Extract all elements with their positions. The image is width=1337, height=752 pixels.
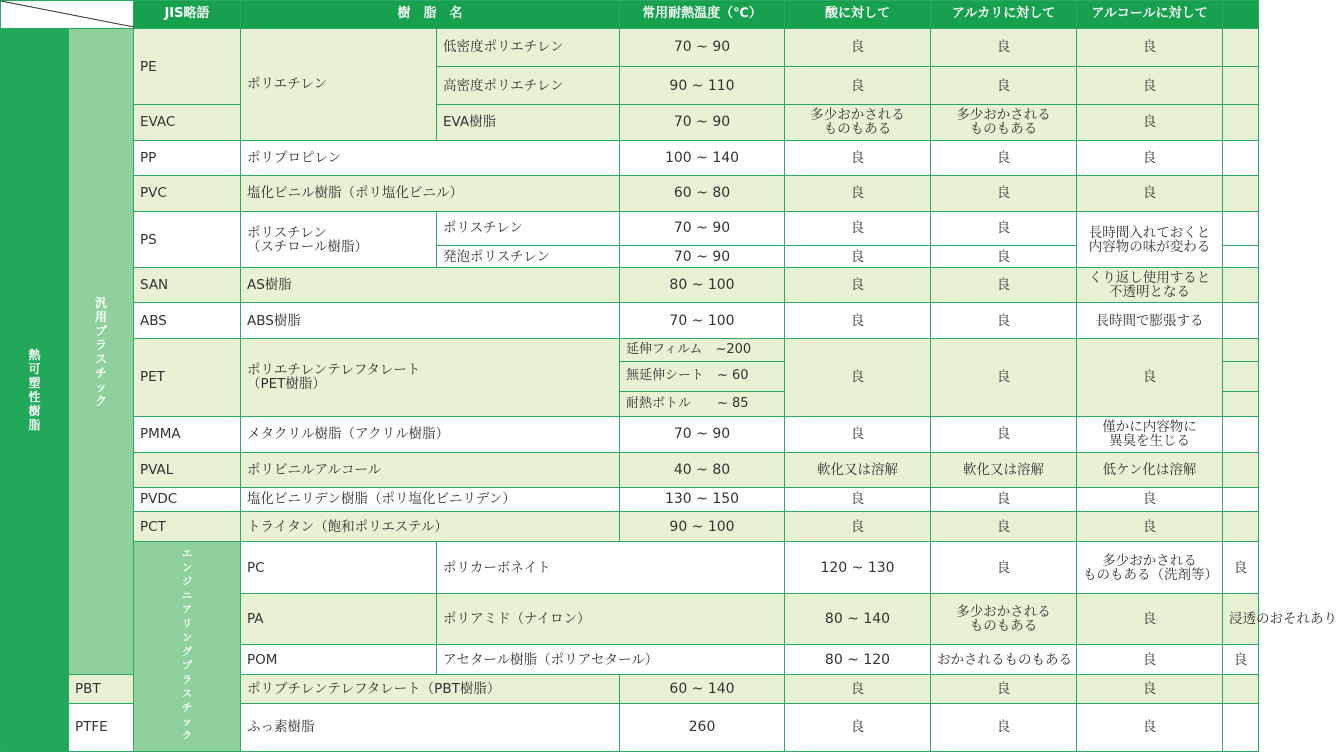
table-row	[1, 487, 1259, 512]
table-row	[1, 417, 1259, 452]
jis-cell: SAN	[134, 268, 241, 303]
extra-cell	[1223, 452, 1259, 487]
temp-cell: 60 ~ 80	[620, 175, 785, 211]
header-acid: 酸に対して	[785, 1, 931, 29]
jis-cell: POM	[241, 645, 437, 675]
jis-cell: ABS	[134, 303, 241, 338]
temp-cell: 70 ~ 90	[620, 28, 785, 66]
temp-cell: 耐熱ボトル ~ 85	[620, 391, 785, 417]
resin-name-cell: ポリブチレンテレフタレート（PBT樹脂）	[241, 675, 620, 703]
table-row	[1, 268, 1259, 303]
extra-cell	[1223, 67, 1259, 105]
resin-name-cell: ポリアミド（ナイロン）	[437, 594, 785, 645]
acid-cell: 良	[931, 541, 1077, 593]
resin-name-cell: ポリエチレンテレフタレート （PET樹脂）	[241, 338, 620, 417]
alcohol-cell: 良	[1077, 67, 1223, 105]
header-temp: 常用耐熱温度（℃）	[620, 1, 785, 29]
temp-cell: 70 ~ 90	[620, 211, 785, 245]
category-engineering: エンジニアリングプラスチック	[134, 541, 241, 751]
extra-cell	[1223, 391, 1259, 417]
table-row	[1, 105, 1259, 140]
table-row	[1, 452, 1259, 487]
acid-cell: 良	[785, 28, 931, 66]
acid-cell: 良	[785, 675, 931, 703]
extra-cell	[1223, 28, 1259, 66]
alkali-cell: 良	[931, 175, 1077, 211]
temp-cell: 100 ~ 140	[620, 140, 785, 175]
resin-name-cell: ABS樹脂	[241, 303, 620, 338]
jis-cell: PVC	[134, 175, 241, 211]
resin-name-cell: ポリスチレン （スチロール樹脂）	[241, 211, 437, 267]
temp-cell: 120 ~ 130	[785, 541, 931, 593]
temp-cell: 70 ~ 90	[620, 105, 785, 140]
table-row	[1, 303, 1259, 338]
jis-cell: PET	[134, 338, 241, 417]
acid-cell: 良	[785, 140, 931, 175]
alcohol-cell: くり返し使用すると 不透明となる	[1077, 268, 1223, 303]
alcohol-cell: 長時間入れておくと 内容物の味が変わる	[1077, 211, 1223, 267]
alkali-cell: 良	[1077, 594, 1223, 645]
jis-cell: PCT	[134, 512, 241, 542]
acid-cell: 軟化又は溶解	[785, 452, 931, 487]
extra-cell	[1223, 362, 1259, 392]
extra-cell	[1223, 245, 1259, 267]
alcohol-cell: 良	[1077, 338, 1223, 417]
alcohol-cell: 良	[1077, 703, 1223, 751]
alcohol-cell: 良	[1077, 675, 1223, 703]
extra-cell	[1223, 417, 1259, 452]
temp-cell: 延伸フィルム ~200	[620, 338, 785, 361]
resin-name-cell: トライタン（飽和ポリエステル）	[241, 512, 620, 542]
alcohol-cell: 僅かに内容物に 異臭を生じる	[1077, 417, 1223, 452]
extra-cell	[1223, 303, 1259, 338]
table-row	[1, 338, 1259, 361]
acid-cell: 良	[785, 338, 931, 417]
temp-cell: 70 ~ 100	[620, 303, 785, 338]
alcohol-cell: 良	[1223, 541, 1259, 593]
diagonal-line	[1, 1, 134, 27]
acid-cell: 良	[785, 175, 931, 211]
acid-cell: 多少おかされる ものもある	[931, 594, 1077, 645]
alkali-cell: 良	[931, 303, 1077, 338]
alcohol-cell: 長時間で膨張する	[1077, 303, 1223, 338]
alkali-cell: 良	[931, 703, 1077, 751]
alkali-cell: 多少おかされる ものもある（洗剤等）	[1077, 541, 1223, 593]
resin-subname-cell: ポリスチレン	[437, 211, 620, 245]
extra-cell	[1223, 675, 1259, 703]
jis-cell: PS	[134, 211, 241, 267]
temp-cell: 60 ~ 140	[620, 675, 785, 703]
alkali-cell: 良	[931, 338, 1077, 417]
resin-name-cell: ポリビニルアルコール	[241, 452, 620, 487]
category-general: 汎用プラスチック	[69, 28, 134, 675]
resin-subname-cell: EVA樹脂	[437, 105, 620, 140]
jis-cell: PVAL	[134, 452, 241, 487]
alcohol-cell: 低ケン化は溶解	[1077, 452, 1223, 487]
jis-cell: PVDC	[134, 487, 241, 512]
jis-cell: PP	[134, 140, 241, 175]
resin-name-cell: 塩化ビニリデン樹脂（ポリ塩化ビニリデン）	[241, 487, 620, 512]
acid-cell: 多少おかされる ものもある	[785, 105, 931, 140]
acid-cell: 良	[785, 268, 931, 303]
table-row	[1, 541, 1259, 593]
acid-cell: 良	[785, 703, 931, 751]
acid-cell: 良	[785, 67, 931, 105]
extra-cell	[1223, 140, 1259, 175]
table-row	[1, 175, 1259, 211]
alkali-cell: 良	[931, 417, 1077, 452]
resin-name-cell: メタクリル樹脂（アクリル樹脂）	[241, 417, 620, 452]
temp-cell: 80 ~ 100	[620, 268, 785, 303]
resin-name-cell: ポリプロピレン	[241, 140, 620, 175]
extra-cell	[1223, 211, 1259, 245]
alkali-cell: 良	[931, 211, 1077, 245]
alkali-cell: 良	[931, 140, 1077, 175]
acid-cell: 良	[785, 487, 931, 512]
jis-cell: PTFE	[69, 703, 134, 751]
table-row	[1, 28, 1259, 66]
acid-cell: 良	[785, 512, 931, 542]
alkali-cell: 良	[931, 28, 1077, 66]
temp-cell: 40 ~ 80	[620, 452, 785, 487]
header-jis: JIS略語	[134, 1, 241, 29]
resin-subname-cell: 低密度ポリエチレン	[437, 28, 620, 66]
alkali-cell: 多少おかされる ものもある	[931, 105, 1077, 140]
alkali-cell: 良	[1077, 645, 1223, 675]
header-alcohol: アルコールに対して	[1077, 1, 1223, 29]
table-row	[1, 211, 1259, 245]
resin-name-cell: ポリエチレン	[241, 28, 437, 140]
extra-cell	[1223, 703, 1259, 751]
alkali-cell: 良	[931, 512, 1077, 542]
alkali-cell: 良	[931, 245, 1077, 267]
temp-cell: 無延伸シート ~ 60	[620, 362, 785, 392]
extra-cell	[1223, 175, 1259, 211]
extra-cell	[1223, 268, 1259, 303]
resin-subname-cell: 高密度ポリエチレン	[437, 67, 620, 105]
extra-cell	[1223, 338, 1259, 361]
table-row	[1, 140, 1259, 175]
extra-cell	[1223, 105, 1259, 140]
table-row	[1, 512, 1259, 542]
resin-subname-cell: 発泡ポリスチレン	[437, 245, 620, 267]
extra-cell	[1223, 487, 1259, 512]
header-extra	[1223, 1, 1259, 29]
header-alkali: アルカリに対して	[931, 1, 1077, 29]
acid-cell: 良	[785, 211, 931, 245]
acid-cell: 良	[785, 245, 931, 267]
resin-name-cell: ポリカーボネイト	[437, 541, 785, 593]
acid-cell: おかされるものもある	[931, 645, 1077, 675]
jis-cell: PE	[134, 28, 241, 105]
jis-cell: PBT	[69, 675, 134, 703]
temp-cell: 90 ~ 110	[620, 67, 785, 105]
alcohol-cell: 良	[1077, 140, 1223, 175]
resin-name-cell: アセタール樹脂（ポリアセタール）	[437, 645, 785, 675]
corner-diagonal-cell	[1, 1, 134, 29]
category-thermoplastic: 熱可塑性樹脂	[1, 28, 69, 751]
temp-cell: 260	[620, 703, 785, 751]
temp-cell: 90 ~ 100	[620, 512, 785, 542]
jis-cell: PA	[241, 594, 437, 645]
temp-cell: 130 ~ 150	[620, 487, 785, 512]
resin-name-cell: AS樹脂	[241, 268, 620, 303]
acid-cell: 良	[785, 303, 931, 338]
alcohol-cell: 良	[1077, 28, 1223, 66]
resin-name-cell: 塩化ビニル樹脂（ポリ塩化ビニル）	[241, 175, 620, 211]
alkali-cell: 良	[931, 675, 1077, 703]
jis-cell: PMMA	[134, 417, 241, 452]
alcohol-cell: 浸透のおそれあり	[1223, 594, 1259, 645]
alcohol-cell: 良	[1077, 512, 1223, 542]
acid-cell: 良	[785, 417, 931, 452]
alkali-cell: 良	[931, 487, 1077, 512]
temp-cell: 80 ~ 120	[785, 645, 931, 675]
header-resin-name: 樹 脂 名	[241, 1, 620, 29]
alcohol-cell: 良	[1077, 175, 1223, 211]
jis-cell: EVAC	[134, 105, 241, 140]
alcohol-cell: 良	[1077, 105, 1223, 140]
resin-name-cell: ふっ素樹脂	[241, 703, 620, 751]
alkali-cell: 良	[931, 67, 1077, 105]
alcohol-cell: 良	[1077, 487, 1223, 512]
extra-cell	[1223, 512, 1259, 542]
table-header-row	[1, 1, 1259, 29]
jis-cell: PC	[241, 541, 437, 593]
temp-cell: 80 ~ 140	[785, 594, 931, 645]
alcohol-cell: 良	[1223, 645, 1259, 675]
alkali-cell: 良	[931, 268, 1077, 303]
temp-cell: 70 ~ 90	[620, 417, 785, 452]
alkali-cell: 軟化又は溶解	[931, 452, 1077, 487]
temp-cell: 70 ~ 90	[620, 245, 785, 267]
